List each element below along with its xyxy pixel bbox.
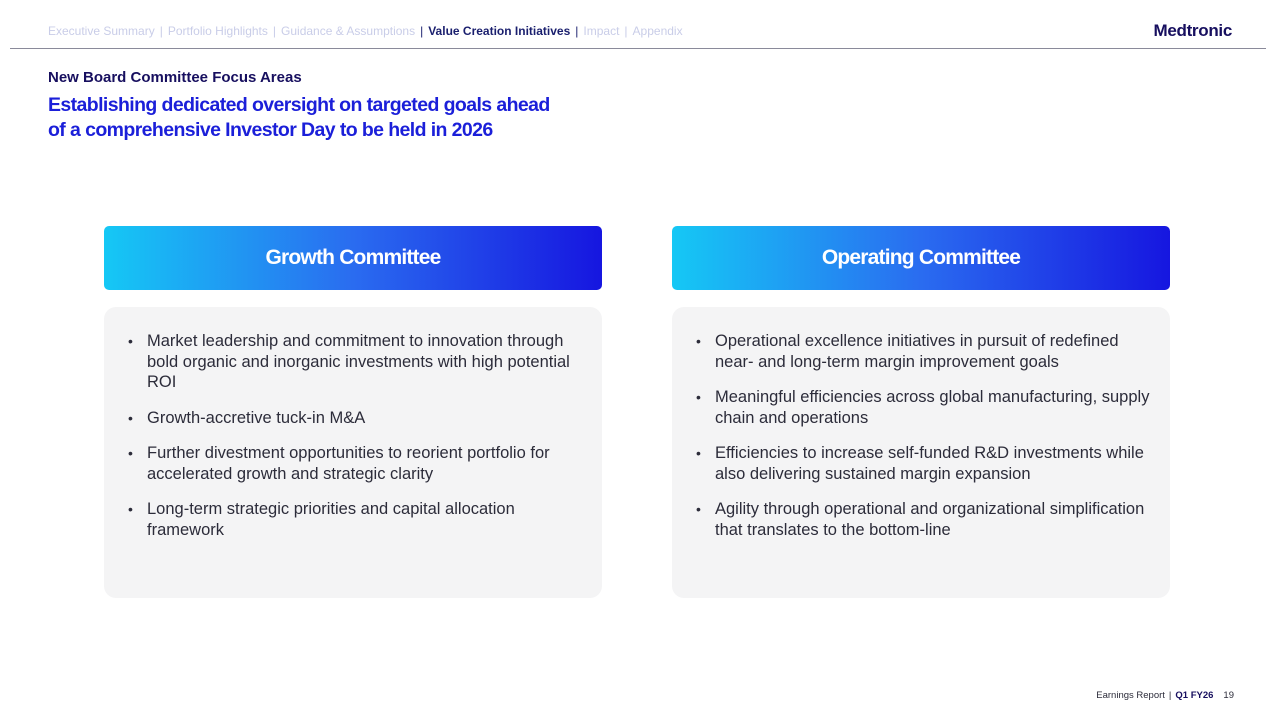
bullet-icon: • bbox=[696, 445, 701, 461]
bullet-text: Growth-accretive tuck-in M&A bbox=[147, 408, 366, 427]
bullet-text: Agility through operational and organizational simplification that translates to the bottom-line bbox=[715, 500, 1145, 539]
list-item bbox=[696, 331, 1150, 372]
page-number: 19 bbox=[1223, 690, 1234, 701]
list-item bbox=[696, 443, 1150, 484]
footer-period: Q1 FY26 bbox=[1175, 690, 1214, 701]
nav-separator: | bbox=[624, 24, 628, 38]
nav-separator: | bbox=[159, 24, 163, 38]
section-kicker: New Board Committee Focus Areas bbox=[48, 69, 302, 86]
bullet-icon: • bbox=[128, 333, 133, 349]
bullet-icon: • bbox=[128, 445, 133, 461]
operating-committee-title: Operating Committee bbox=[821, 246, 1021, 269]
nav-item-guidance-assumptions[interactable]: Guidance & Assumptions bbox=[281, 24, 416, 38]
nav-separator: | bbox=[420, 24, 424, 38]
footer-report-label: Earnings Report bbox=[1096, 690, 1165, 701]
nav-item-impact[interactable]: Impact bbox=[583, 24, 620, 38]
bullet-icon: • bbox=[128, 501, 133, 517]
list-item bbox=[696, 499, 1150, 540]
operating-bullet-list bbox=[696, 331, 1150, 540]
nav-item-appendix[interactable]: Appendix bbox=[632, 24, 683, 38]
medtronic-logo: Medtronic bbox=[1153, 21, 1232, 40]
growth-bullet-list bbox=[128, 331, 582, 540]
nav-item-value-creation-initiatives[interactable]: Value Creation Initiatives bbox=[428, 24, 571, 38]
nav-item-executive-summary[interactable]: Executive Summary bbox=[48, 24, 155, 38]
list-item bbox=[128, 499, 582, 540]
bullet-icon: • bbox=[696, 333, 701, 349]
bullet-text: Meaningful efficiencies across global manufacturing, supply chain and operations bbox=[715, 388, 1150, 427]
footer-separator: | bbox=[1168, 690, 1172, 701]
list-item bbox=[696, 387, 1150, 428]
operating-committee-panel bbox=[672, 307, 1170, 598]
bullet-text: Market leadership and commitment to innovation through bold organic and inorganic investments with high potential ROI bbox=[147, 332, 570, 391]
bullet-text: Operational excellence initiatives in pursuit of redefined near- and long-term margin improvement goals bbox=[715, 332, 1119, 371]
growth-committee-header bbox=[104, 226, 602, 290]
bullet-text: Further divestment opportunities to reorient portfolio for accelerated growth and strategic clarity bbox=[147, 444, 550, 483]
page-footer bbox=[1096, 690, 1234, 701]
nav-item-portfolio-highlights[interactable]: Portfolio Highlights bbox=[167, 24, 268, 38]
bullet-text: Long-term strategic priorities and capital allocation framework bbox=[147, 500, 515, 539]
nav-separator: | bbox=[272, 24, 277, 38]
bullet-icon: • bbox=[696, 389, 701, 405]
bullet-icon: • bbox=[128, 409, 133, 426]
operating-committee-header bbox=[672, 226, 1170, 290]
top-navigation bbox=[48, 23, 683, 39]
nav-separator: | bbox=[575, 24, 579, 38]
bullet-icon: • bbox=[696, 501, 701, 517]
page-headline: Establishing dedicated oversight on targeted goals ahead of a comprehensive Investor Day to be held in 2026 bbox=[48, 94, 550, 141]
growth-committee-panel bbox=[104, 307, 602, 598]
list-item bbox=[128, 408, 582, 429]
list-item bbox=[128, 331, 582, 393]
bullet-text: Efficiencies to increase self-funded R&D investments while also delivering sustained margin expansion bbox=[715, 444, 1144, 483]
header-divider bbox=[10, 48, 1266, 49]
list-item bbox=[128, 443, 582, 484]
growth-committee-title: Growth Committee bbox=[265, 246, 441, 269]
